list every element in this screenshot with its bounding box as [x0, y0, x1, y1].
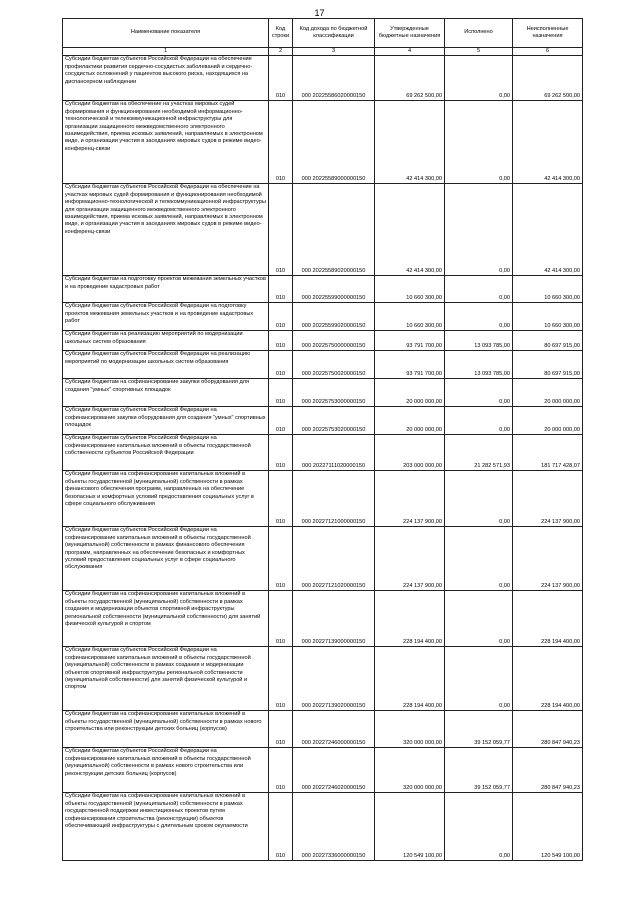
- header-code: Код строки: [269, 19, 293, 48]
- row-executed: 0,00: [445, 303, 513, 331]
- row-classification: 000 20225599020000150: [293, 303, 375, 331]
- row-name: Субсидии бюджетам на софинансирование закупки оборудования для создания "умных" спортивных площадок: [63, 379, 269, 407]
- row-unexecuted: 42 414 300,00: [513, 101, 583, 184]
- column-number: 1: [63, 48, 269, 56]
- row-approved: 228 194 400,00: [375, 591, 445, 647]
- row-code: 010: [269, 184, 293, 276]
- table-row: [63, 56, 583, 101]
- row-name: Субсидии бюджетам субъектов Российской Федерации на софинансирование закупки оборудования для создания "умных" спортивных площадок: [63, 407, 269, 435]
- column-number-row: [63, 48, 583, 56]
- row-name: Субсидии бюджетам субъектов Российской Федерации на реализацию мероприятий по модернизации школьных систем образования: [63, 351, 269, 379]
- row-approved: 224 137 900,00: [375, 527, 445, 591]
- row-unexecuted: 69 262 500,00: [513, 56, 583, 101]
- row-approved: 93 791 700,00: [375, 351, 445, 379]
- row-code: 010: [269, 471, 293, 527]
- row-unexecuted: 42 414 300,00: [513, 184, 583, 276]
- row-executed: 0,00: [445, 101, 513, 184]
- row-name: Субсидии бюджетам субъектов Российской Федерации на обеспечение на участках мировых судей формирования и функционирования необходимой информационно-технологической и телекоммуникационной инфраструктуры для организации защищенного межведомственного электронного взаимодействия, приема исковых заявлений, направляемых в электронном виде, и организации участия в заседаниях мировых судов в режиме видео-конференц-связи: [63, 184, 269, 276]
- row-code: 010: [269, 748, 293, 793]
- table-row: [63, 101, 583, 184]
- row-executed: 0,00: [445, 527, 513, 591]
- row-executed: 0,00: [445, 471, 513, 527]
- table-row: [63, 351, 583, 379]
- row-name: Субсидии бюджетам субъектов Российской Федерации на софинансирование капитальных вложений в объекты государственной собственности субъектов Российской Федерации: [63, 435, 269, 471]
- row-executed: 0,00: [445, 276, 513, 303]
- row-name: Субсидии бюджетам на софинансирование капитальных вложений в объекты государственной (муниципальной) собственности в рамках создания и модернизации объектов спортивной инфраструктуры региональной собственности (муниципальной собственности) для занятий физической культурой и спортом: [63, 591, 269, 647]
- row-name: Субсидии бюджетам на софинансирование капитальных вложений в объекты государственной (муниципальной) собственности в рамках государственной поддержки инвестиционных проектов путем софинансирования строительства (реконструкции) объектов обеспечивающей инфраструктуры с длительным сроком окупаемости: [63, 793, 269, 861]
- row-unexecuted: 10 660 300,00: [513, 276, 583, 303]
- row-name: Субсидии бюджетам на софинансирование капитальных вложений в объекты государственной (муниципальной) собственности в рамках финансового обеспечения программ, направленных на обеспечение безопасных и комфортных условий предоставления социальных услуг в сфере социального обслуживания: [63, 471, 269, 527]
- row-executed: 0,00: [445, 56, 513, 101]
- row-code: 010: [269, 56, 293, 101]
- row-executed: 39 152 059,77: [445, 748, 513, 793]
- row-name: Субсидии бюджетам на софинансирование капитальных вложений в объекты государственной (муниципальной) собственности в рамках нового строительства или реконструкции детских больниц (корпусов): [63, 711, 269, 748]
- row-unexecuted: 228 194 400,00: [513, 647, 583, 711]
- row-executed: 0,00: [445, 793, 513, 861]
- table-row: [63, 647, 583, 711]
- header-name: Наименование показателя: [63, 19, 269, 48]
- row-approved: 120 549 100,00: [375, 793, 445, 861]
- row-classification: 000 20227336000000150: [293, 793, 375, 861]
- column-number: 5: [445, 48, 513, 56]
- row-code: 010: [269, 711, 293, 748]
- row-classification: 000 20227121000000150: [293, 471, 375, 527]
- table-row: [63, 435, 583, 471]
- row-approved: 320 000 000,00: [375, 748, 445, 793]
- row-code: 010: [269, 591, 293, 647]
- row-classification: 000 20225586020000150: [293, 56, 375, 101]
- column-number: 4: [375, 48, 445, 56]
- column-number: 3: [293, 48, 375, 56]
- row-classification: 000 20225589000000150: [293, 101, 375, 184]
- row-code: 010: [269, 527, 293, 591]
- row-code: 010: [269, 276, 293, 303]
- row-unexecuted: 224 137 900,00: [513, 527, 583, 591]
- row-code: 010: [269, 379, 293, 407]
- row-unexecuted: 120 549 100,00: [513, 793, 583, 861]
- column-number: 2: [269, 48, 293, 56]
- row-code: 010: [269, 407, 293, 435]
- row-executed: 13 093 785,00: [445, 331, 513, 351]
- row-unexecuted: 228 194 400,00: [513, 591, 583, 647]
- row-unexecuted: 280 847 940,23: [513, 748, 583, 793]
- budget-report-table: [62, 18, 583, 861]
- row-code: 010: [269, 351, 293, 379]
- row-executed: 21 282 571,93: [445, 435, 513, 471]
- row-approved: 10 660 300,00: [375, 303, 445, 331]
- row-classification: 000 20227121020000150: [293, 527, 375, 591]
- row-classification: 000 20225753000000150: [293, 379, 375, 407]
- row-classification: 000 20227246000000150: [293, 711, 375, 748]
- table-row: [63, 748, 583, 793]
- row-executed: 0,00: [445, 184, 513, 276]
- row-approved: 69 262 500,00: [375, 56, 445, 101]
- row-name: Субсидии бюджетам на обеспечение на участках мировых судей формирования и функционирования необходимой информационно-технологической и телекоммуникационной инфраструктуры для организации защищенного межведомственного электронного взаимодействия, приема исковых заявлений, направляемых в электронном виде, и организации участия в заседаниях мировых судов в режиме видео-конференц-связи: [63, 101, 269, 184]
- row-unexecuted: 20 000 000,00: [513, 407, 583, 435]
- row-code: 010: [269, 331, 293, 351]
- table-row: [63, 184, 583, 276]
- table-row: [63, 407, 583, 435]
- row-classification: 000 20225750020000150: [293, 351, 375, 379]
- row-classification: 000 20227139000000150: [293, 591, 375, 647]
- row-classification: 000 20227111020000150: [293, 435, 375, 471]
- row-executed: 13 093 785,00: [445, 351, 513, 379]
- row-executed: 39 152 059,77: [445, 711, 513, 748]
- row-approved: 42 414 300,00: [375, 101, 445, 184]
- header-classification: Код дохода по бюджетной классификации: [293, 19, 375, 48]
- row-approved: 42 414 300,00: [375, 184, 445, 276]
- row-approved: 224 137 900,00: [375, 471, 445, 527]
- table-row: [63, 276, 583, 303]
- row-unexecuted: 181 717 428,07: [513, 435, 583, 471]
- table-row: [63, 527, 583, 591]
- row-code: 010: [269, 647, 293, 711]
- row-name: Субсидии бюджетам субъектов Российской Федерации на обеспечение профилактики развития сердечно-сосудистых заболеваний и сердечно-сосудистых осложнений у пациентов высокого риска, находящихся на диспансерном наблюдении: [63, 56, 269, 101]
- row-approved: 320 000 000,00: [375, 711, 445, 748]
- row-approved: 93 791 700,00: [375, 331, 445, 351]
- row-name: Субсидии бюджетам на подготовку проектов межевания земельных участков и на проведение кадастровых работ: [63, 276, 269, 303]
- row-name: Субсидии бюджетам субъектов Российской Федерации на софинансирование капитальных вложений в объекты государственной (муниципальной) собственности в рамках создания и модернизации объектов спортивной инфраструктуры региональной собственности (муниципальной собственности) для занятий физической культурой и спортом: [63, 647, 269, 711]
- page-number: 17: [314, 8, 325, 18]
- row-unexecuted: 80 697 915,00: [513, 331, 583, 351]
- row-code: 010: [269, 793, 293, 861]
- row-approved: 20 000 000,00: [375, 379, 445, 407]
- row-name: Субсидии бюджетам субъектов Российской Федерации на софинансирование капитальных вложений в объекты государственной (муниципальной) собственности в рамках нового строительства или реконструкции детских больниц (корпусов): [63, 748, 269, 793]
- row-classification: 000 20225753020000150: [293, 407, 375, 435]
- table-row: [63, 379, 583, 407]
- header-executed: Исполнено: [445, 19, 513, 48]
- table-row: [63, 471, 583, 527]
- header-approved: Утвержденные бюджетные назначения: [375, 19, 445, 48]
- row-unexecuted: 20 000 000,00: [513, 379, 583, 407]
- column-number: 6: [513, 48, 583, 56]
- row-unexecuted: 10 660 300,00: [513, 303, 583, 331]
- row-classification: 000 20225589020000150: [293, 184, 375, 276]
- table-row: [63, 303, 583, 331]
- row-name: Субсидии бюджетам субъектов Российской Федерации на подготовку проектов межевания земельных участков и на проведение кадастровых работ: [63, 303, 269, 331]
- row-classification: 000 20225750000000150: [293, 331, 375, 351]
- row-executed: 0,00: [445, 647, 513, 711]
- row-classification: 000 20227139020000150: [293, 647, 375, 711]
- row-approved: 10 660 300,00: [375, 276, 445, 303]
- row-classification: 000 20225599000000150: [293, 276, 375, 303]
- header-unexecuted: Неисполненные назначения: [513, 19, 583, 48]
- row-name: Субсидии бюджетам субъектов Российской Федерации на софинансирование капитальных вложений в объекты государственной (муниципальной) собственности в рамках финансового обеспечения программ, направленных на обеспечение безопасных и комфортных условий предоставления социальных услуг в сфере социального обслуживания: [63, 527, 269, 591]
- row-executed: 0,00: [445, 379, 513, 407]
- header-row: [63, 19, 583, 48]
- row-code: 010: [269, 435, 293, 471]
- row-approved: 203 000 000,00: [375, 435, 445, 471]
- table-row: [63, 793, 583, 861]
- row-code: 010: [269, 101, 293, 184]
- table-row: [63, 331, 583, 351]
- row-name: Субсидии бюджетам на реализацию мероприятий по модернизации школьных систем образования: [63, 331, 269, 351]
- table-row: [63, 711, 583, 748]
- row-unexecuted: 80 697 915,00: [513, 351, 583, 379]
- row-approved: 228 194 400,00: [375, 647, 445, 711]
- row-unexecuted: 224 137 900,00: [513, 471, 583, 527]
- row-unexecuted: 280 847 940,23: [513, 711, 583, 748]
- row-approved: 20 000 000,00: [375, 407, 445, 435]
- row-classification: 000 20227246020000150: [293, 748, 375, 793]
- row-code: 010: [269, 303, 293, 331]
- table-row: [63, 591, 583, 647]
- row-executed: 0,00: [445, 407, 513, 435]
- row-executed: 0,00: [445, 591, 513, 647]
